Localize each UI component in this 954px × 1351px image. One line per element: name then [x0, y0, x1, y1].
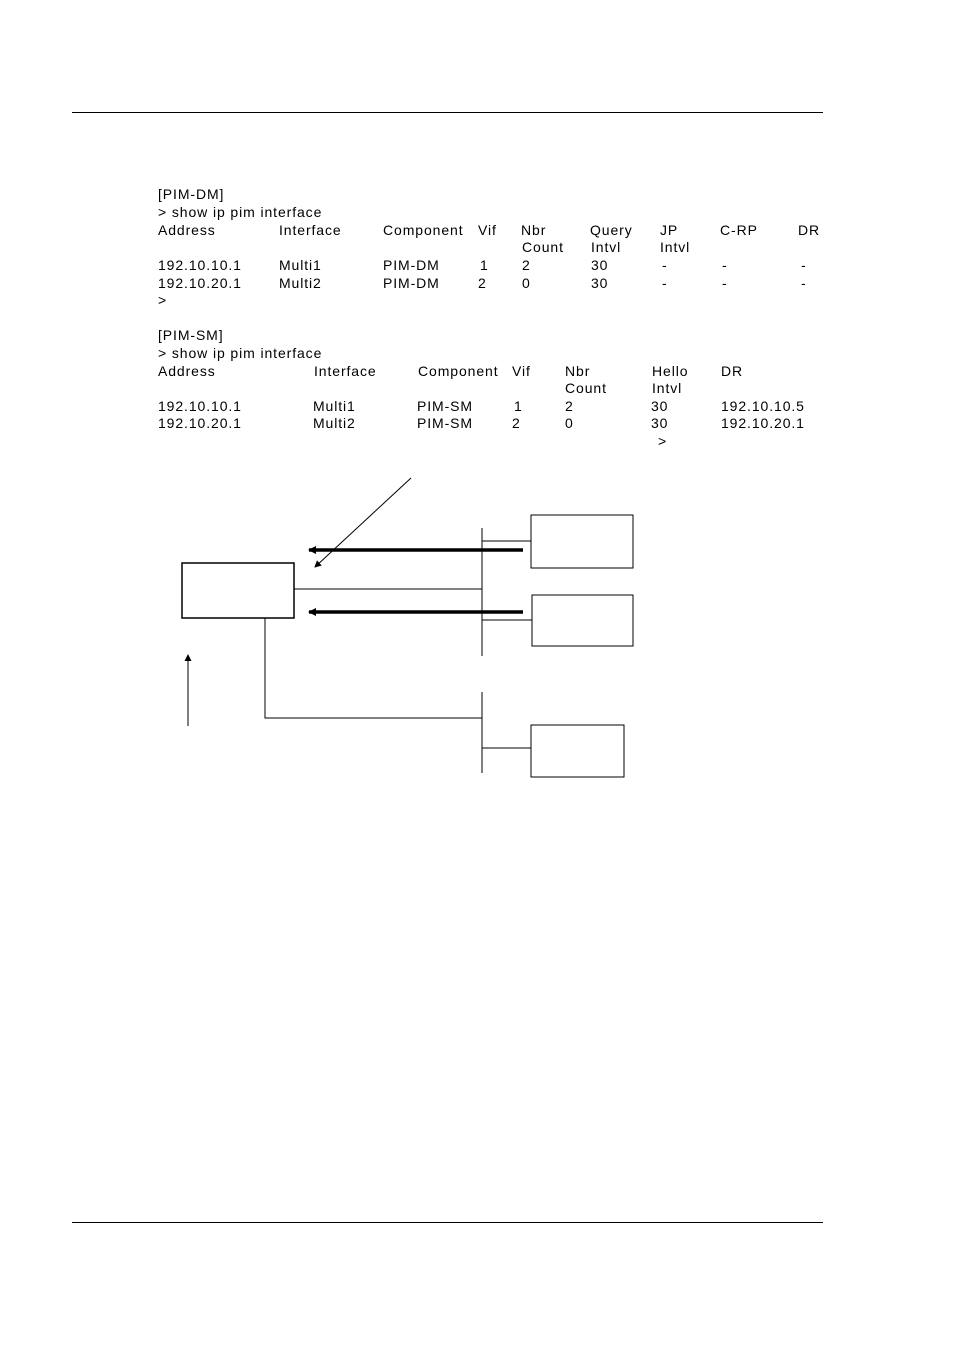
sm-header-hello: Hello: [652, 363, 689, 379]
dm-row-2-address: 192.10.20.1: [158, 275, 242, 291]
dm-header-nbr-count: Count: [522, 239, 564, 255]
dm-header-component: Component: [383, 222, 464, 238]
dm-prompt: >: [158, 292, 168, 308]
sm-row-1-vif: 1: [514, 398, 523, 414]
dm-header-jp-intvl: Intvl: [660, 239, 691, 255]
dm-row-1-address: 192.10.10.1: [158, 257, 242, 273]
router-box: [182, 563, 294, 618]
dm-row-1-vif: 1: [480, 257, 489, 273]
sm-row-2-hello: 30: [651, 415, 669, 431]
sm-row-1-hello: 30: [651, 398, 669, 414]
sm-header-address: Address: [158, 363, 216, 379]
dm-header-query: Query: [590, 222, 633, 238]
sm-row-2-nbr: 0: [565, 415, 574, 431]
sm-header-nbr-count: Count: [565, 380, 607, 396]
pointer-arrow-diagonal: [315, 478, 411, 567]
dm-row-1-crp: -: [722, 257, 728, 273]
neighbor-box-2: [532, 595, 633, 646]
sm-row-2-vif: 2: [512, 415, 521, 431]
sm-row-2-component: PIM-SM: [417, 415, 473, 431]
bottom-rule: [72, 1222, 823, 1223]
dm-row-1-query: 30: [591, 257, 609, 273]
sm-row-2-address: 192.10.20.1: [158, 415, 242, 431]
dm-row-2-dr: -: [801, 275, 807, 291]
sm-prompt: >: [658, 433, 668, 449]
dm-header-vif: Vif: [478, 222, 497, 238]
sm-header-dr: DR: [721, 363, 744, 379]
sm-row-1-nbr: 2: [565, 398, 574, 414]
dm-row-2-component: PIM-DM: [383, 275, 440, 291]
dm-row-2-interface: Multi2: [279, 275, 322, 291]
sm-row-2-dr: 192.10.20.1: [721, 415, 805, 431]
sm-header-hello-intvl: Intvl: [652, 380, 683, 396]
sm-header-interface: Interface: [314, 363, 377, 379]
sm-command: > show ip pim interface: [158, 345, 323, 361]
dm-row-2-crp: -: [722, 275, 728, 291]
dm-row-1-jp: -: [662, 257, 668, 273]
sm-row-1-component: PIM-SM: [417, 398, 473, 414]
neighbor-box-1: [531, 515, 633, 568]
dm-command: > show ip pim interface: [158, 204, 323, 220]
sm-header-vif: Vif: [512, 363, 531, 379]
dm-header-crp: C-RP: [720, 222, 758, 238]
dm-header-nbr: Nbr: [521, 222, 547, 238]
dm-row-1-component: PIM-DM: [383, 257, 440, 273]
dm-row-1-dr: -: [801, 257, 807, 273]
sm-section-label: [PIM-SM]: [158, 327, 224, 343]
dm-header-query-intvl: Intvl: [591, 239, 622, 255]
sm-row-1-address: 192.10.10.1: [158, 398, 242, 414]
dm-header-dr: DR: [798, 222, 821, 238]
router-link-segment-2: [265, 618, 482, 718]
sm-row-1-dr: 192.10.10.5: [721, 398, 805, 414]
sm-header-nbr: Nbr: [565, 363, 591, 379]
dm-row-2-nbr: 0: [522, 275, 531, 291]
dm-row-1-interface: Multi1: [279, 257, 322, 273]
dm-header-address: Address: [158, 222, 216, 238]
dm-row-2-query: 30: [591, 275, 609, 291]
sm-row-2-interface: Multi2: [313, 415, 356, 431]
dm-row-1-nbr: 2: [522, 257, 531, 273]
dm-row-2-vif: 2: [478, 275, 487, 291]
sm-row-1-interface: Multi1: [313, 398, 356, 414]
dm-section-label: [PIM-DM]: [158, 186, 225, 202]
neighbor-box-3: [531, 725, 624, 777]
sm-header-component: Component: [418, 363, 499, 379]
dm-header-jp: JP: [660, 222, 679, 238]
dm-header-interface: Interface: [279, 222, 342, 238]
dm-row-2-jp: -: [662, 275, 668, 291]
